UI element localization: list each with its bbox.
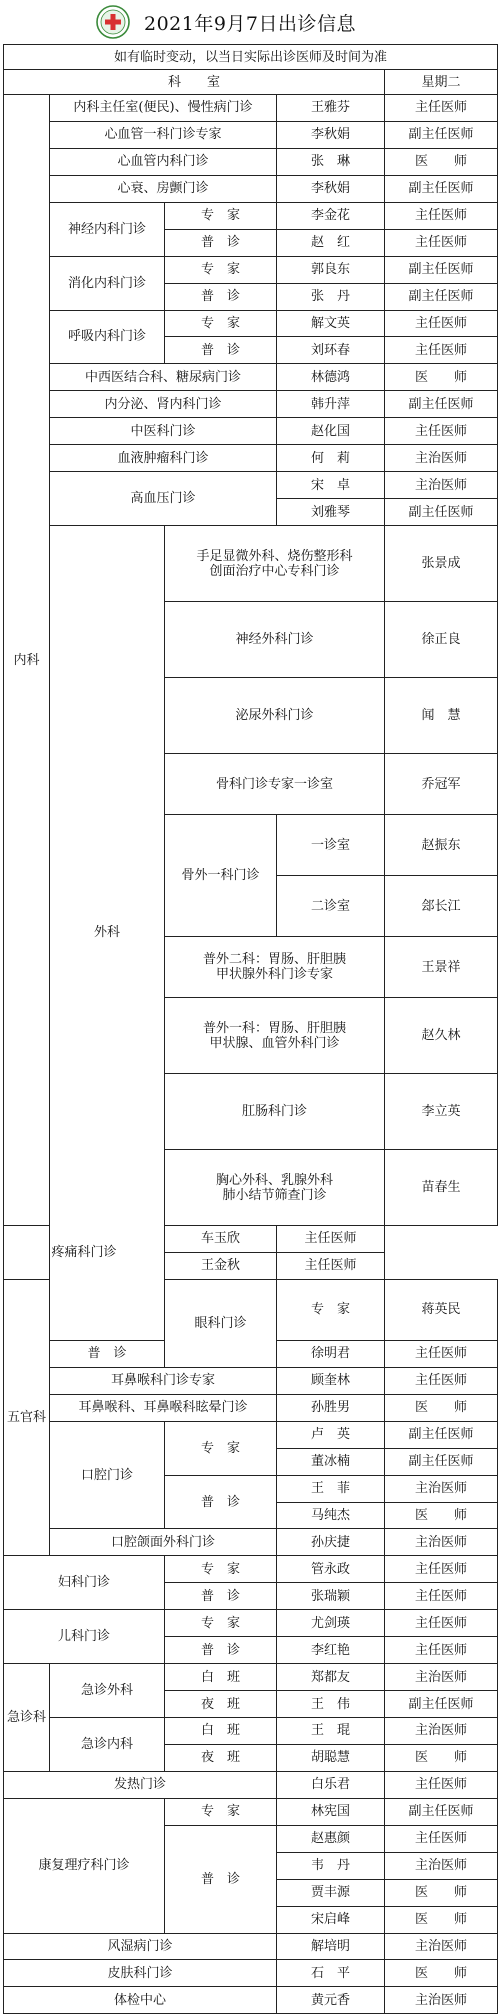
doctor-title-cell: 主任医师 bbox=[385, 337, 498, 364]
doctor-name-cell: 宋 卓 bbox=[277, 472, 385, 499]
department-cell: 消化内科门诊 bbox=[50, 256, 165, 310]
department-cell: 夜 班 bbox=[165, 1744, 277, 1771]
department-cell: 体检中心 bbox=[4, 1987, 277, 2014]
doctor-name-cell: 刘环春 bbox=[277, 337, 385, 364]
doctor-name-cell: 管永政 bbox=[277, 1556, 385, 1583]
doctor-name-cell: 郑都友 bbox=[277, 1664, 385, 1691]
doctor-title-cell: 副主任医师 bbox=[385, 391, 498, 418]
doctor-title-cell: 副主任医师 bbox=[385, 1448, 498, 1475]
department-cell: 专 家 bbox=[277, 1279, 385, 1340]
doctor-title-cell: 主任医师 bbox=[385, 1610, 498, 1637]
schedule-row bbox=[4, 1610, 498, 1637]
doctor-title-cell: 主任医师 bbox=[385, 229, 498, 256]
schedule-row bbox=[4, 1718, 498, 1745]
doctor-name-cell: 孙胜男 bbox=[277, 1394, 385, 1421]
doctor-title-cell: 主任医师 bbox=[277, 1226, 385, 1253]
doctor-title-cell: 主任医师 bbox=[385, 1367, 498, 1394]
schedule-row bbox=[4, 526, 498, 602]
department-cell: 泌尿外科门诊 bbox=[165, 678, 385, 754]
doctor-name-cell: 赵振东 bbox=[385, 815, 498, 876]
doctor-name-cell: 王雅芬 bbox=[277, 95, 385, 122]
schedule-row bbox=[4, 175, 498, 202]
doctor-title-cell: 主治医师 bbox=[385, 1852, 498, 1879]
doctor-title-cell: 主任医师 bbox=[385, 1340, 498, 1367]
doctor-title-cell: 主治医师 bbox=[385, 445, 498, 472]
doctor-name-cell: 石 平 bbox=[277, 1960, 385, 1987]
doctor-name-cell: 宋启峰 bbox=[277, 1906, 385, 1933]
schedule-row bbox=[4, 1798, 498, 1825]
schedule-row bbox=[4, 391, 498, 418]
department-cell: 中医科门诊 bbox=[50, 418, 277, 445]
schedule-row bbox=[4, 364, 498, 391]
department-cell: 口腔门诊 bbox=[50, 1421, 165, 1529]
doctor-title-cell: 医 师 bbox=[385, 1744, 498, 1771]
doctor-title-cell: 副主任医师 bbox=[385, 175, 498, 202]
column-header-department: 科 室 bbox=[4, 70, 385, 95]
doctor-title-cell: 主任医师 bbox=[385, 95, 498, 122]
doctor-title-cell: 医 师 bbox=[385, 1879, 498, 1906]
department-cell: 发热门诊 bbox=[4, 1771, 277, 1798]
doctor-name-cell: 林宪国 bbox=[277, 1798, 385, 1825]
department-cell: 风湿病门诊 bbox=[4, 1933, 277, 1960]
doctor-title-cell: 主治医师 bbox=[385, 1718, 498, 1745]
doctor-name-cell: 白乐君 bbox=[277, 1771, 385, 1798]
schedule-row bbox=[4, 202, 498, 229]
department-cell: 夜 班 bbox=[165, 1691, 277, 1718]
department-cell: 口腔颌面外科门诊 bbox=[50, 1529, 277, 1556]
department-cell: 急诊外科 bbox=[50, 1664, 165, 1718]
doctor-title-cell: 主任医师 bbox=[385, 310, 498, 337]
department-cell: 眼科门诊 bbox=[165, 1279, 277, 1367]
department-cell: 中西医结合科、糖尿病门诊 bbox=[50, 364, 277, 391]
column-header-row bbox=[4, 70, 498, 95]
doctor-name-cell: 郭良东 bbox=[277, 256, 385, 283]
department-cell: 心血管一科门诊专家 bbox=[50, 121, 277, 148]
doctor-name-cell: 王金秋 bbox=[165, 1252, 277, 1279]
department-cell: 专 家 bbox=[165, 310, 277, 337]
schedule-row bbox=[4, 1556, 498, 1583]
department-cell: 心血管内科门诊 bbox=[50, 148, 277, 175]
doctor-name-cell: 解培明 bbox=[277, 1933, 385, 1960]
doctor-title-cell: 主任医师 bbox=[385, 1771, 498, 1798]
schedule-row bbox=[4, 256, 498, 283]
doctor-name-cell: 李红艳 bbox=[277, 1637, 385, 1664]
department-cell: 普外一科：胃肠、肝胆胰 甲状腺、血管外科门诊 bbox=[165, 998, 385, 1074]
doctor-title-cell: 副主任医师 bbox=[385, 1798, 498, 1825]
doctor-name-cell: 马纯杰 bbox=[277, 1502, 385, 1529]
doctor-name-cell: 王 菲 bbox=[277, 1475, 385, 1502]
department-cell: 神经内科门诊 bbox=[50, 202, 165, 256]
doctor-title-cell: 副主任医师 bbox=[385, 256, 498, 283]
department-cell: 妇科门诊 bbox=[4, 1556, 165, 1610]
doctor-title-cell: 主治医师 bbox=[385, 472, 498, 499]
doctor-name-cell: 胡聪慧 bbox=[277, 1744, 385, 1771]
doctor-name-cell: 何 莉 bbox=[277, 445, 385, 472]
department-cell: 五官科 bbox=[4, 1279, 50, 1556]
doctor-title-cell: 主治医师 bbox=[385, 1475, 498, 1502]
schedule-row bbox=[4, 1394, 498, 1421]
doctor-name-cell: 王 伟 bbox=[277, 1691, 385, 1718]
department-cell: 专 家 bbox=[165, 1610, 277, 1637]
doctor-name-cell: 徐正良 bbox=[385, 602, 498, 678]
department-cell: 专 家 bbox=[165, 256, 277, 283]
department-cell: 普 诊 bbox=[50, 1340, 165, 1367]
doctor-name-cell: 张瑞颖 bbox=[277, 1583, 385, 1610]
department-cell: 二诊室 bbox=[277, 876, 385, 937]
doctor-name-cell: 王 琨 bbox=[277, 1718, 385, 1745]
department-cell: 手足显微外科、烧伤整形科 创面治疗中心专科门诊 bbox=[165, 526, 385, 602]
doctor-title-cell: 主治医师 bbox=[385, 1933, 498, 1960]
doctor-name-cell: 徐明君 bbox=[277, 1340, 385, 1367]
doctor-title-cell: 副主任医师 bbox=[385, 1421, 498, 1448]
doctor-name-cell: 解文英 bbox=[277, 310, 385, 337]
department-cell: 呼吸内科门诊 bbox=[50, 310, 165, 364]
doctor-name-cell: 李金花 bbox=[277, 202, 385, 229]
schedule-row bbox=[4, 1367, 498, 1394]
doctor-title-cell: 主治医师 bbox=[385, 1664, 498, 1691]
department-cell: 骨外一科门诊 bbox=[165, 815, 277, 937]
doctor-name-cell: 韩升萍 bbox=[277, 391, 385, 418]
doctor-name-cell: 苗春生 bbox=[385, 1150, 498, 1226]
doctor-name-cell: 董冰楠 bbox=[277, 1448, 385, 1475]
department-cell: 高血压门诊 bbox=[50, 472, 277, 526]
department-cell: 急诊科 bbox=[4, 1664, 50, 1772]
schedule-row bbox=[4, 445, 498, 472]
department-cell: 普 诊 bbox=[165, 283, 277, 310]
doctor-title-cell: 医 师 bbox=[385, 148, 498, 175]
department-cell: 普 诊 bbox=[165, 1475, 277, 1529]
doctor-title-cell: 医 师 bbox=[385, 1502, 498, 1529]
department-cell: 一诊室 bbox=[277, 815, 385, 876]
column-header-day: 星期二 bbox=[385, 70, 498, 95]
doctor-name-cell: 孙庆捷 bbox=[277, 1529, 385, 1556]
department-cell: 急诊内科 bbox=[50, 1718, 165, 1772]
schedule-row bbox=[4, 1529, 498, 1556]
page-title: 2021年9月7日出诊信息 bbox=[143, 13, 357, 35]
schedule-row bbox=[4, 472, 498, 499]
doctor-title-cell: 主任医师 bbox=[385, 418, 498, 445]
schedule-row bbox=[4, 1664, 498, 1691]
doctor-name-cell: 赵化国 bbox=[277, 418, 385, 445]
doctor-title-cell: 医 师 bbox=[385, 1394, 498, 1421]
schedule-row bbox=[4, 95, 498, 122]
doctor-title-cell: 副主任医师 bbox=[385, 499, 498, 526]
doctor-name-cell: 韦 丹 bbox=[277, 1852, 385, 1879]
schedule-row bbox=[4, 1933, 498, 1960]
department-cell: 儿科门诊 bbox=[4, 1610, 165, 1664]
department-cell: 康复理疗科门诊 bbox=[4, 1798, 165, 1933]
schedule-row bbox=[4, 148, 498, 175]
doctor-title-cell: 主任医师 bbox=[385, 1583, 498, 1610]
schedule-table bbox=[3, 44, 498, 2014]
doctor-title-cell: 主治医师 bbox=[385, 1987, 498, 2014]
doctor-name-cell: 赵久林 bbox=[385, 998, 498, 1074]
department-cell: 内分泌、肾内科门诊 bbox=[50, 391, 277, 418]
doctor-name-cell: 卢 英 bbox=[277, 1421, 385, 1448]
doctor-name-cell: 林德鸿 bbox=[277, 364, 385, 391]
doctor-name-cell: 张 琳 bbox=[277, 148, 385, 175]
department-cell: 内科主任室(便民)、慢性病门诊 bbox=[50, 95, 277, 122]
department-cell: 专 家 bbox=[165, 1798, 277, 1825]
department-cell: 心衰、房颤门诊 bbox=[50, 175, 277, 202]
doctor-name-cell: 车玉欣 bbox=[165, 1226, 277, 1253]
department-cell: 肛肠科门诊 bbox=[165, 1074, 385, 1150]
doctor-title-cell: 主治医师 bbox=[385, 1529, 498, 1556]
doctor-name-cell: 李秋娟 bbox=[277, 175, 385, 202]
department-cell: 疼痛科门诊 bbox=[4, 1226, 165, 1280]
doctor-name-cell: 李秋娟 bbox=[277, 121, 385, 148]
department-cell: 皮肤科门诊 bbox=[4, 1960, 277, 1987]
department-cell: 耳鼻喉科门诊专家 bbox=[50, 1367, 277, 1394]
doctor-name-cell: 张景成 bbox=[385, 526, 498, 602]
department-cell: 骨科门诊专家一诊室 bbox=[165, 754, 385, 815]
doctor-name-cell: 闻 慧 bbox=[385, 678, 498, 754]
schedule-row bbox=[4, 1987, 498, 2014]
department-cell: 白 班 bbox=[165, 1664, 277, 1691]
department-cell: 普 诊 bbox=[165, 229, 277, 256]
schedule-row bbox=[4, 121, 498, 148]
doctor-name-cell: 赵 红 bbox=[277, 229, 385, 256]
department-cell: 外科 bbox=[50, 526, 165, 1341]
doctor-title-cell: 主任医师 bbox=[385, 202, 498, 229]
doctor-name-cell: 乔冠军 bbox=[385, 754, 498, 815]
doctor-title-cell: 医 师 bbox=[385, 1906, 498, 1933]
doctor-name-cell: 郐长江 bbox=[385, 876, 498, 937]
department-cell: 血液肿瘤科门诊 bbox=[50, 445, 277, 472]
schedule-row bbox=[4, 1421, 498, 1448]
notice-row bbox=[4, 45, 498, 70]
doctor-title-cell: 主任医师 bbox=[385, 1825, 498, 1852]
schedule-row bbox=[4, 418, 498, 445]
department-cell: 普 诊 bbox=[165, 1825, 277, 1933]
doctor-name-cell: 张 丹 bbox=[277, 283, 385, 310]
doctor-title-cell: 医 师 bbox=[385, 1960, 498, 1987]
department-cell: 专 家 bbox=[165, 202, 277, 229]
department-cell: 普外二科：胃肠、肝胆胰 甲状腺外科门诊专家 bbox=[165, 937, 385, 998]
doctor-name-cell: 顾奎林 bbox=[277, 1367, 385, 1394]
department-cell: 白 班 bbox=[165, 1718, 277, 1745]
doctor-title-cell: 主任医师 bbox=[385, 1637, 498, 1664]
doctor-title-cell: 副主任医师 bbox=[385, 121, 498, 148]
doctor-title-cell: 副主任医师 bbox=[385, 1691, 498, 1718]
doctor-title-cell: 医 师 bbox=[385, 364, 498, 391]
doctor-name-cell: 黄元香 bbox=[277, 1987, 385, 2014]
department-cell: 普 诊 bbox=[165, 1637, 277, 1664]
doctor-name-cell: 蒋英民 bbox=[385, 1279, 498, 1340]
schedule-row bbox=[4, 1960, 498, 1987]
schedule-table-container bbox=[3, 44, 498, 2014]
schedule-row bbox=[4, 310, 498, 337]
department-cell: 耳鼻喉科、耳鼻喉科眩晕门诊 bbox=[50, 1394, 277, 1421]
department-cell: 普 诊 bbox=[165, 1583, 277, 1610]
schedule-row bbox=[4, 1226, 498, 1253]
doctor-name-cell: 赵惠颜 bbox=[277, 1825, 385, 1852]
department-cell: 内科 bbox=[4, 95, 50, 1226]
schedule-row bbox=[4, 1771, 498, 1798]
doctor-title-cell: 副主任医师 bbox=[385, 283, 498, 310]
doctor-name-cell: 贾丰源 bbox=[277, 1879, 385, 1906]
department-cell: 专 家 bbox=[165, 1556, 277, 1583]
doctor-name-cell: 尤剑瑛 bbox=[277, 1610, 385, 1637]
department-cell: 胸心外科、乳腺外科 肺小结节筛查门诊 bbox=[165, 1150, 385, 1226]
doctor-title-cell: 主任医师 bbox=[385, 1556, 498, 1583]
doctor-name-cell: 刘雅琴 bbox=[277, 499, 385, 526]
doctor-name-cell: 李立英 bbox=[385, 1074, 498, 1150]
department-cell: 专 家 bbox=[165, 1421, 277, 1475]
department-cell: 普 诊 bbox=[165, 337, 277, 364]
doctor-name-cell: 王景祥 bbox=[385, 937, 498, 998]
doctor-title-cell: 主任医师 bbox=[277, 1252, 385, 1279]
department-cell: 神经外科门诊 bbox=[165, 602, 385, 678]
page-header bbox=[0, 0, 500, 44]
notice-text: 如有临时变动，以当日实际出诊医师及时间为准 bbox=[4, 45, 498, 70]
